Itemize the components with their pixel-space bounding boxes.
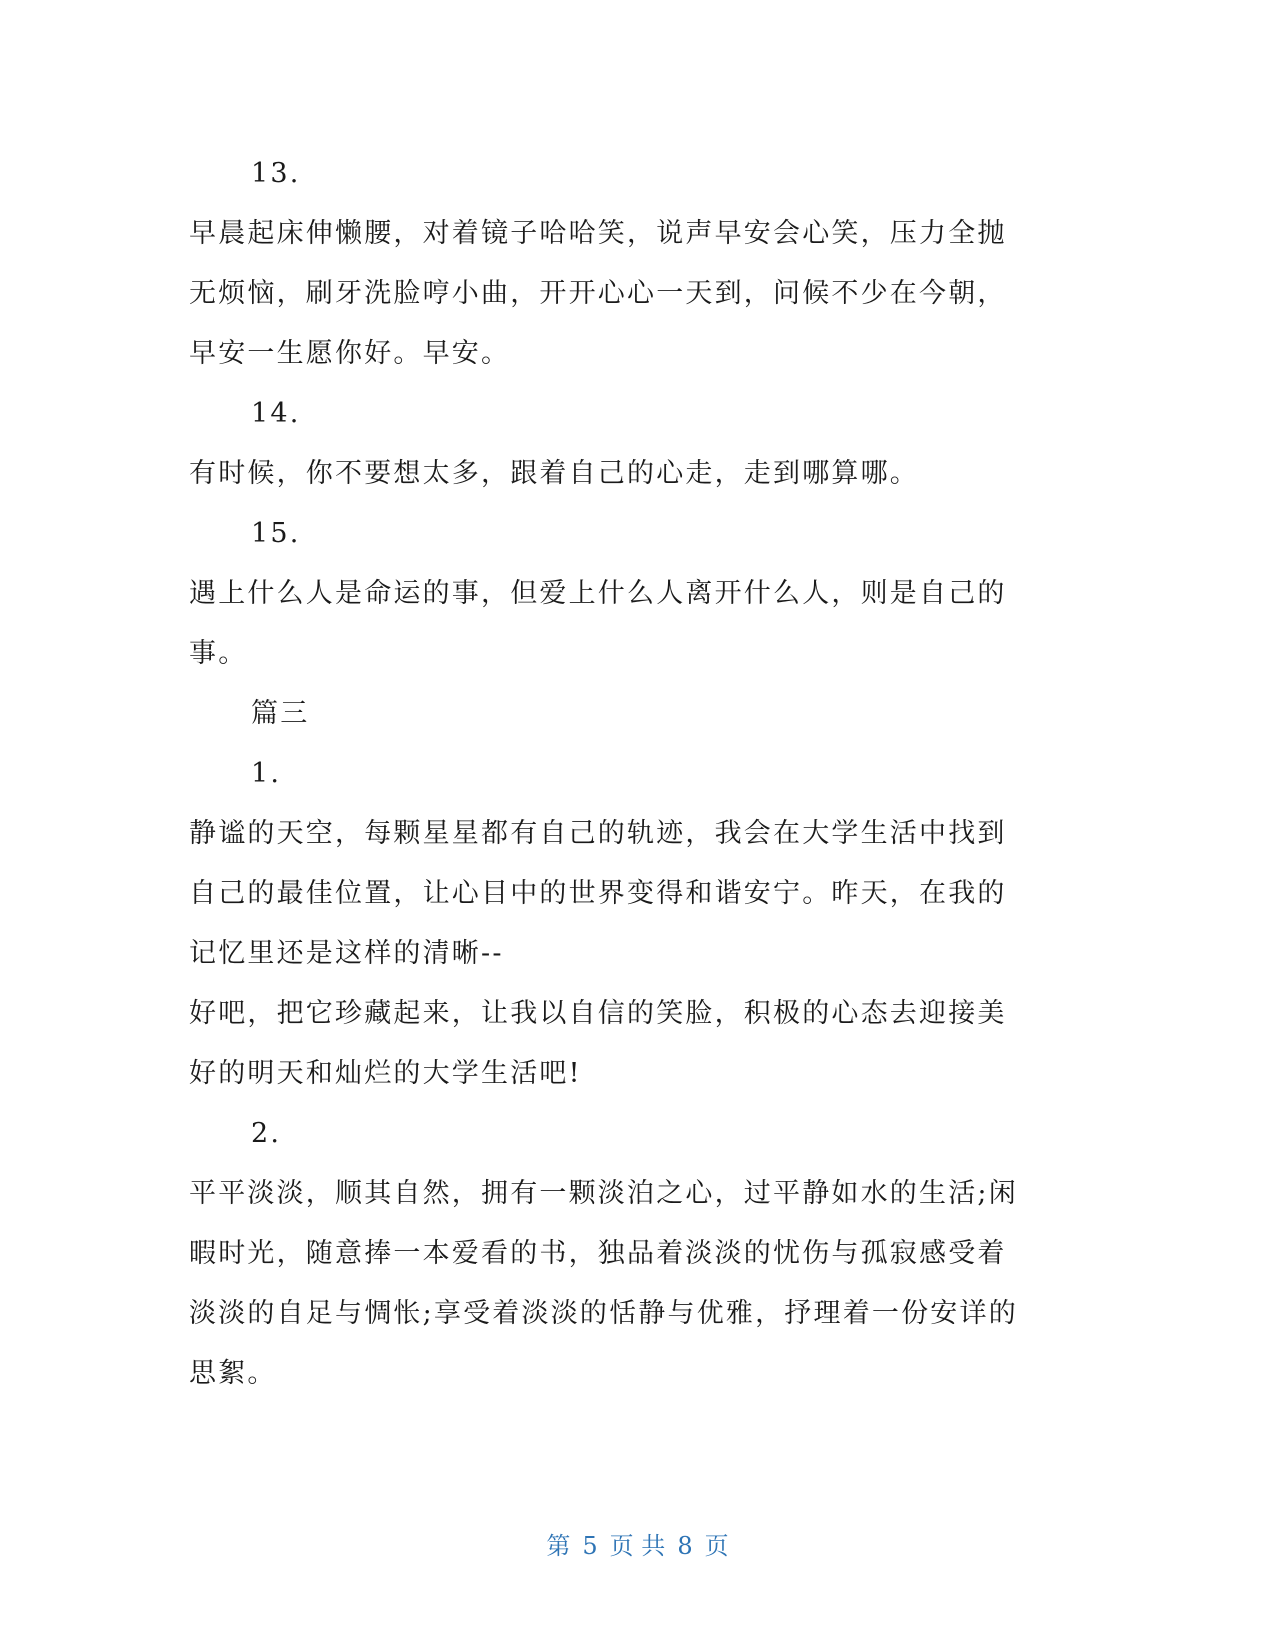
document-body [189,144,1069,1404]
footer-prefix: 第 [546,1532,571,1560]
total-page-number: 8 [677,1532,693,1560]
paragraph-line: 无烦恼，刷牙洗脸哼小曲，开开心心一天到，问候不少在今朝， [189,278,1007,309]
paragraph-line: 事。 [189,638,248,669]
paragraph-line: 好的明天和灿烂的大学生活吧! [189,1058,582,1089]
item-number: 1. [251,758,282,789]
paragraph-line: 自己的最佳位置，让心目中的世界变得和谐安宁。昨天，在我的 [189,878,1007,909]
paragraph-line: 早安一生愿你好。早安。 [189,338,511,369]
item-number: 14. [251,398,301,429]
paragraph-line: 静谧的天空，每颗星星都有自己的轨迹，我会在大学生活中找到 [189,818,1007,849]
paragraph-line: 淡淡的自足与惆怅;享受着淡淡的恬静与优雅，抒理着一份安详的 [189,1298,1018,1329]
paragraph-line: 好吧，把它珍藏起来，让我以自信的笑脸，积极的心态去迎接美 [189,998,1007,1029]
item-number: 13. [251,158,301,189]
paragraph-line: 有时候，你不要想太多，跟着自己的心走，走到哪算哪。 [189,458,919,489]
paragraph-line: 思絮。 [189,1358,277,1389]
paragraph-line: 早晨起床伸懒腰，对着镜子哈哈笑，说声早安会心笑，压力全抛 [189,218,1007,249]
paragraph-line: 暇时光，随意捧一本爱看的书，独品着淡淡的忧伤与孤寂感受着 [189,1238,1007,1269]
paragraph-line: 遇上什么人是命运的事，但爱上什么人离开什么人，则是自己的 [189,578,1007,609]
item-number: 2. [251,1118,282,1149]
current-page-number: 5 [582,1532,598,1560]
item-number: 15. [251,518,301,549]
paragraph-line: 记忆里还是这样的清晰-- [189,938,504,969]
paragraph-line: 平平淡淡，顺其自然，拥有一颗淡泊之心，过平静如水的生活;闲 [189,1178,1018,1209]
section-heading: 篇三 [251,698,310,729]
footer-middle: 页 共 [609,1532,666,1560]
page-footer [0,1530,1275,1562]
footer-suffix: 页 [704,1532,729,1560]
